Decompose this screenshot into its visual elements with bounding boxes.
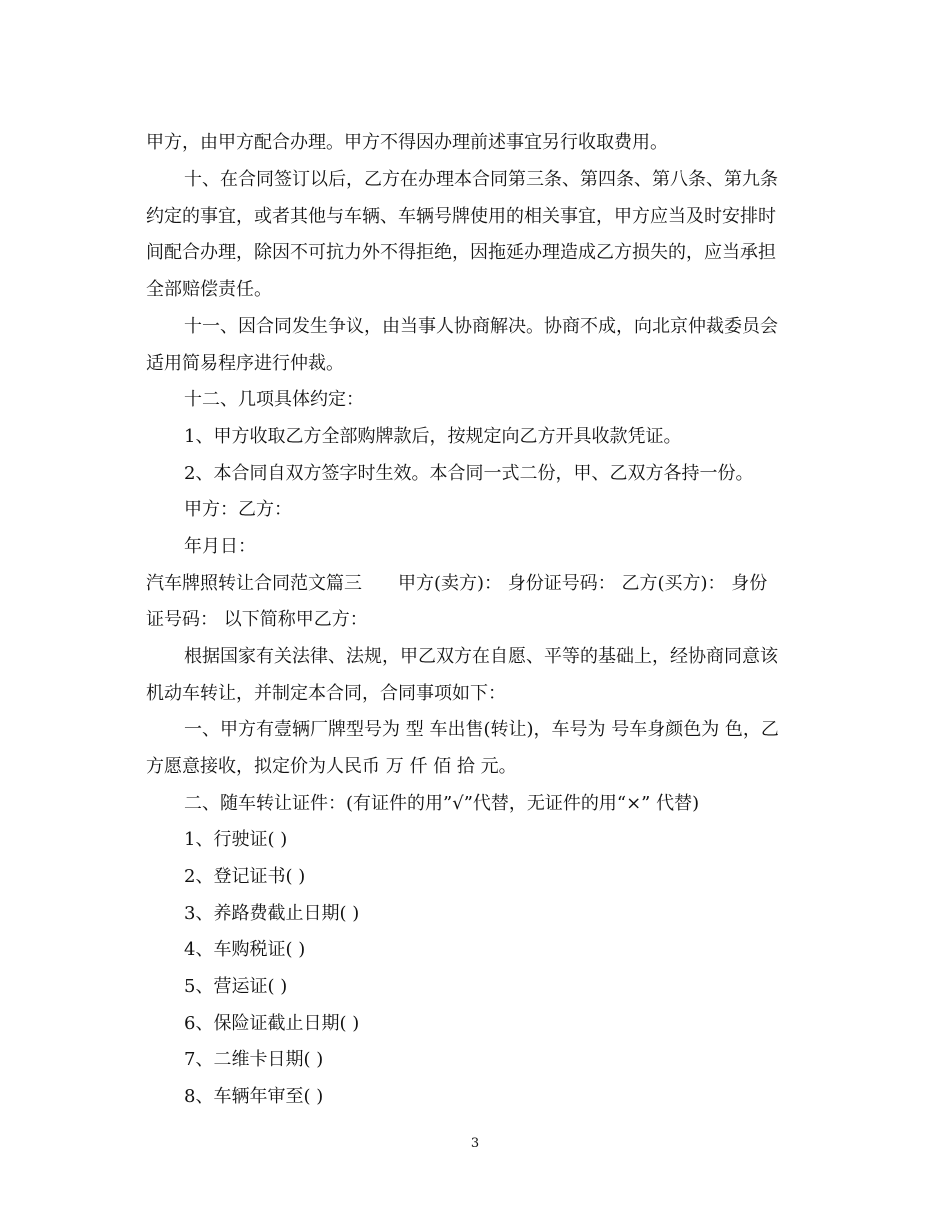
page-number: 3 [470, 1136, 480, 1151]
paragraph-line: 十一、因合同发生争议，由当事人协商解决。协商不成，向北京仲裁委员会 [184, 316, 778, 337]
list-item: 7、二维卡日期( ) [184, 1049, 324, 1070]
paragraph-line: 甲方，由甲方配合办理。甲方不得因办理前述事宜另行收取费用。 [146, 132, 668, 153]
paragraph-line: 全部赔偿责任。 [146, 279, 272, 300]
list-item: 2、登记证书( ) [184, 866, 306, 887]
paragraph-line: 十二、几项具体约定： [184, 389, 364, 410]
paragraph-line: 十、在合同签订以后，乙方在办理本合同第三条、第四条、第八条、第九条 [184, 169, 778, 190]
list-item: 1、行驶证( ) [184, 829, 288, 850]
paragraph-line: 甲方：乙方： [184, 499, 292, 520]
paragraph-line: 二、随车转让证件：(有证件的用”√”代替，无证件的用“×” 代替) [184, 793, 700, 814]
paragraph-line: 约定的事宜，或者其他与车辆、车辆号牌使用的相关事宜，甲方应当及时安排时 [146, 206, 776, 227]
paragraph-line: 年月日： [184, 536, 256, 557]
list-item: 6、保险证截止日期( ) [184, 1013, 360, 1034]
paragraph-line: 根据国家有关法律、法规，甲乙双方在自愿、平等的基础上，经协商同意该 [184, 646, 778, 667]
paragraph-line: 一、甲方有壹辆厂牌型号为 型 车出售(转让)，车号为 号车身颜色为 色，乙 [184, 719, 779, 740]
paragraph-line: 方愿意接收，拟定价为人民币 万 仟 佰 拾 元。 [146, 756, 517, 777]
paragraph-line: 2、本合同自双方签字时生效。本合同一式二份，甲、乙双方各持一份。 [184, 463, 754, 484]
paragraph-line: 1、甲方收取乙方全部购牌款后，按规定向乙方开具收款凭证。 [184, 426, 682, 447]
list-item: 5、营运证( ) [184, 976, 288, 997]
list-item: 4、车购税证( ) [184, 939, 306, 960]
paragraph-line: 机动车转让，并制定本合同，合同事项如下： [146, 683, 506, 704]
paragraph-line: 证号码： 以下简称甲乙方： [146, 609, 368, 630]
list-item: 3、养路费截止日期( ) [184, 903, 360, 924]
section-heading-line: 汽车牌照转让合同范文篇三 甲方(卖方)： 身份证号码： 乙方(买方)： 身份 [146, 573, 768, 594]
paragraph-line: 间配合办理，除因不可抗力外不得拒绝，因拖延办理造成乙方损失的，应当承担 [146, 242, 776, 263]
list-item: 8、车辆年审至( ) [184, 1086, 324, 1107]
paragraph-line: 适用简易程序进行仲裁。 [146, 353, 344, 374]
